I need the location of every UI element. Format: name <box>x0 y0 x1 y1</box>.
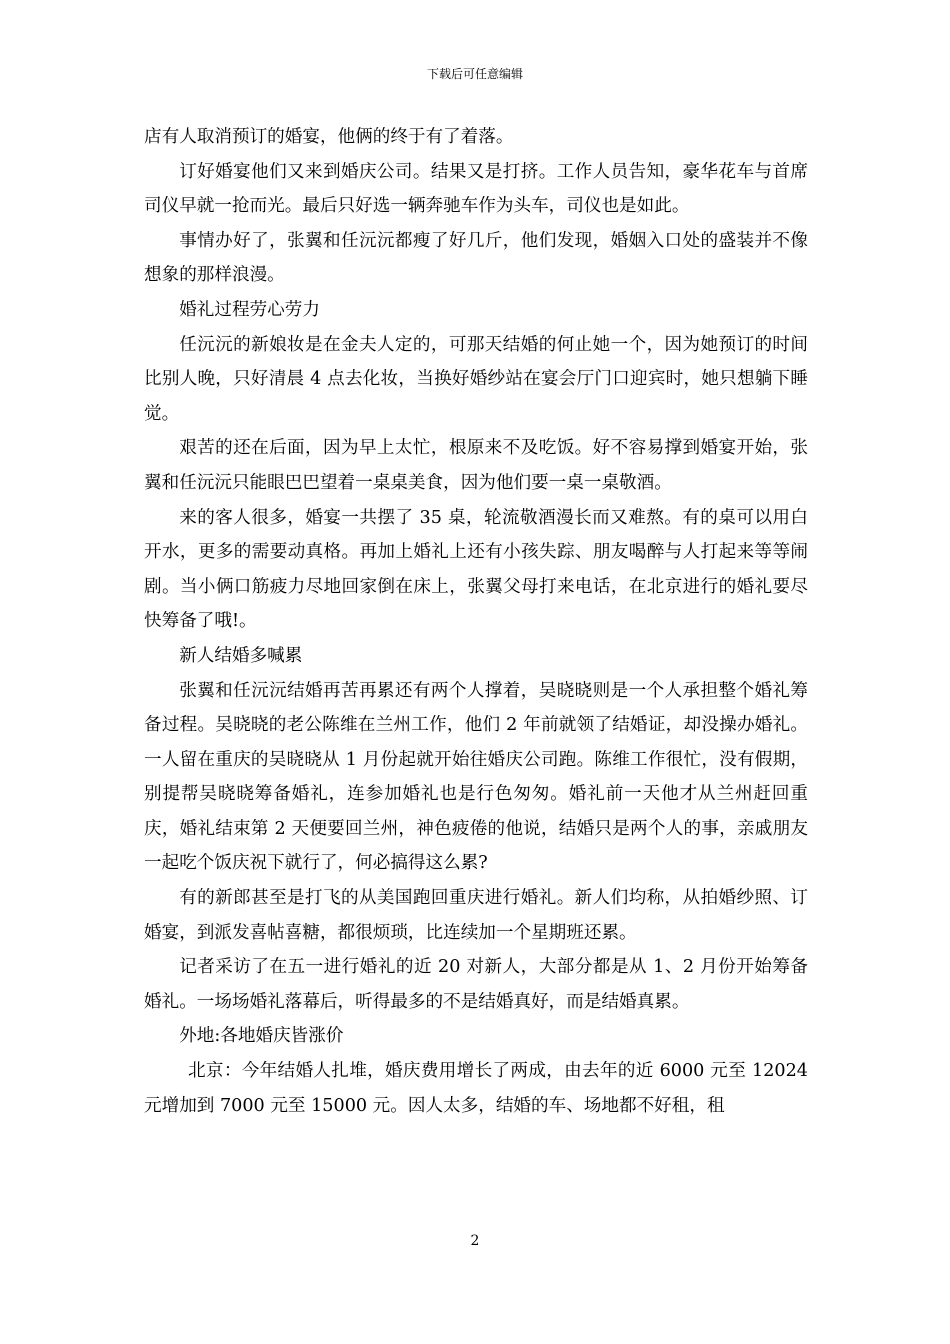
paragraph: 店有人取消预订的婚宴，他俩的终于有了着落。 <box>144 127 514 147</box>
page-number: 2 <box>470 1233 480 1249</box>
paragraph: 有的新郎甚至是打飞的从美国跑回重庆进行婚礼。新人们均称，从拍婚纱照、订婚宴，到派发喜帖喜糖，都很烦琐，比连续加一个星期班还累。 <box>144 888 808 943</box>
section-heading: 外地:各地婚庆皆涨价 <box>179 1026 344 1047</box>
paragraph: 任沅沅的新娘妆是在金夫人定的，可那天结婚的何止她一个，因为她预订的时间比别人晚，只好清晨 4 点去化妆，当换好婚纱站在宴会厅门口迎宾时，她只想躺下睡觉。 <box>144 334 808 424</box>
paragraph: 张翼和任沅沅结婚再苦再累还有两个人撑着，吴晓晓则是一个人承担整个婚礼筹备过程。吴晓晓的老公陈维在兰州工作，他们 2 年前就领了结婚证，却没操办婚礼。一人留在重庆的吴晓晓从 1 月份起就开始往婚庆公司跑。陈维工作很忙，没有假期，别提帮吴晓晓筹备婚礼，连参加婚礼也是行色匆匆。婚礼前一天他才从兰州赶回重庆，婚礼结束第 2 天便要回兰州，神色疲倦的他说，结婚只是两个人的事，亲戚朋友一起吃个饭庆祝下就行了，何必搞得这么累? <box>144 680 808 874</box>
page-header: 下载后可任意编辑 <box>426 67 523 81</box>
section-heading: 婚礼过程劳心劳力 <box>179 299 320 320</box>
paragraph: 艰苦的还在后面，因为早上太忙，根原来不及吃饭。好不容易撑到婚宴开始，张翼和任沅沅只能眼巴巴望着一桌桌美食，因为他们要一桌一桌敬酒。 <box>144 438 808 493</box>
paragraph: 来的客人很多，婚宴一共摆了 35 桌，轮流敬酒漫长而又难熬。有的桌可以用白开水，更多的需要动真格。再加上婚礼上还有小孩失踪、朋友喝醉与人打起来等等闹剧。当小俩口筋疲力尽地回家倒在床上，张翼父母打来电话，在北京进行的婚礼要尽快筹备了哦!。 <box>144 507 808 632</box>
paragraph: 北京：今年结婚人扎堆，婚庆费用增长了两成，由去年的近 6000 元至 12024 元增加到 7000 元至 15000 元。因人太多，结婚的车、场地都不好租，租 <box>144 1061 808 1116</box>
section-heading: 新人结婚多喊累 <box>179 645 303 666</box>
paragraph: 订好婚宴他们又来到婚庆公司。结果又是打挤。工作人员告知，豪华花车与首席司仪早就一抢而光。最后只好选一辆奔驰车作为头车，司仪也是如此。 <box>144 161 808 217</box>
paragraph: 记者采访了在五一进行婚礼的近 20 对新人，大部分都是从 1、2 月份开始筹备婚礼。一场场婚礼落幕后，听得最多的不是结婚真好，而是结婚真累。 <box>144 957 808 1012</box>
document-body <box>144 120 808 1123</box>
paragraph: 事情办好了，张翼和任沅沅都瘦了好几斤，他们发现，婚姻入口处的盛装并不像想象的那样浪漫。 <box>144 230 808 286</box>
